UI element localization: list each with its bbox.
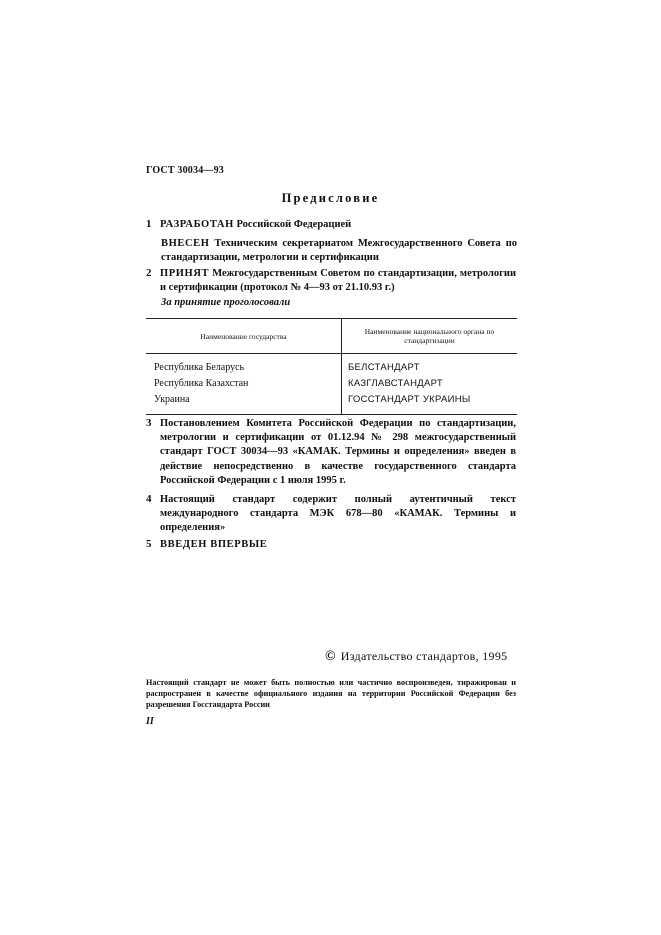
section-number: 1 bbox=[146, 218, 152, 230]
reproduction-notice: Настоящий стандарт не может быть полностью или частично воспроизведен, тиражирован и распространен в качестве официального издания на территории Российской Федерации без разрешения Госстандарта России bbox=[146, 678, 516, 709]
section-lead: ВВЕДЕН ВПЕРВЫЕ bbox=[160, 539, 268, 550]
page-title: Предисловие bbox=[281, 191, 380, 205]
section-number: 2 bbox=[146, 267, 152, 279]
section-lead: РАЗРАБОТАН bbox=[160, 219, 234, 230]
table-row bbox=[146, 376, 517, 392]
table-header-body: Наименование национального органа по стандартизации bbox=[342, 319, 518, 354]
section-authentic-text: Настоящий стандарт содержит полный аутентичный текст международного стандарта МЭК 678—80 «КАМАК. Термины и определения» bbox=[160, 494, 516, 534]
section-number: 5 bbox=[146, 538, 152, 550]
page-number: II bbox=[146, 716, 154, 727]
table-row bbox=[146, 354, 517, 377]
section-number: 4 bbox=[146, 493, 152, 505]
table-cell-state: Республика Казахстан bbox=[146, 376, 342, 392]
copyright-text: Издательство стандартов, 1995 bbox=[340, 649, 508, 663]
section-lead: ПРИНЯТ bbox=[160, 268, 210, 279]
section-lead: ВНЕСЕН bbox=[161, 238, 210, 249]
section-number: 3 bbox=[146, 417, 152, 429]
copyright-icon: © bbox=[325, 649, 336, 664]
section-text: Межгосударственным Советом по стандартизации, метрологии и сертификации (протокол № 4—93 от 21.10.93 г.) bbox=[160, 268, 516, 294]
section-first-introduced bbox=[160, 538, 516, 552]
table-header-state: Наименование государства bbox=[146, 319, 342, 354]
section-developed bbox=[160, 218, 516, 232]
table-cell-body: ГОССТАНДАРТ УКРАИНЫ bbox=[342, 392, 518, 415]
document-code: ГОСТ 30034—93 bbox=[146, 165, 225, 176]
table-cell-body: БЕЛСТАНДАРТ bbox=[348, 362, 420, 373]
table-cell-state: Республика Беларусь bbox=[146, 354, 342, 377]
section-text: Техническим секретариатом Межгосударственного Совета по стандартизации, метрологии и сертификации bbox=[161, 238, 517, 264]
voted-label: За принятие проголосовали bbox=[161, 297, 291, 308]
section-introduced bbox=[161, 237, 517, 265]
section-text: Российской Федерацией bbox=[233, 219, 352, 230]
table-cell-state: Украина bbox=[146, 392, 342, 415]
section-resolution: Постановлением Комитета Российской Федерации по стандартизации, метрологии и сертификации от 01.12.94 № 298 межгосударственный стандарт ГОСТ 30034—93 «КАМАК. Термины и определения» введен в действие непосредственно в качестве государственного стандарта Российской Федерации с 1 июля 1995 г. bbox=[160, 418, 516, 486]
states-table bbox=[146, 318, 517, 415]
section-adopted bbox=[160, 267, 516, 295]
table-cell-body: КАЗГЛАВСТАНДАРТ bbox=[348, 378, 443, 389]
table-row bbox=[146, 392, 517, 415]
copyright bbox=[325, 649, 507, 665]
